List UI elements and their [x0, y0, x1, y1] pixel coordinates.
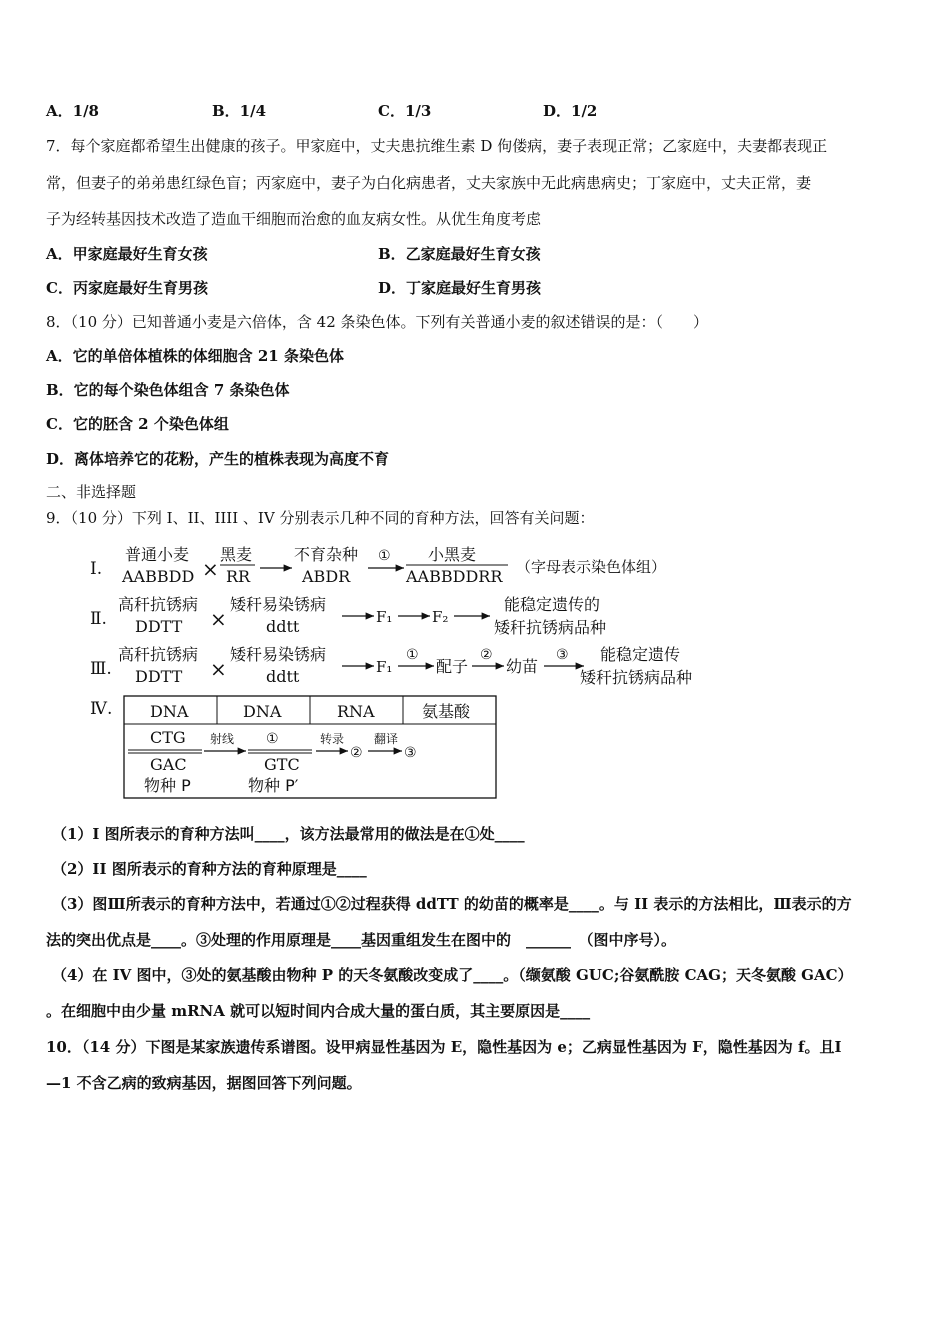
row1-parent1-genome: AABBDD: [122, 567, 195, 586]
row2-parent2-genotype: ddtt: [266, 617, 300, 636]
q8-option-c: C．它的胚含 2 个染色体组: [46, 415, 229, 433]
row3-step-2: ②: [480, 647, 493, 663]
row4-transcribe-label: 转录: [320, 732, 345, 746]
q9-sub-3-line-1: （3）图Ⅲ所表示的育种方法中，若通过①②过程获得 ddTT 的幼苗的概率是____。与 II 表示的方法相比，Ⅲ表示的方: [52, 895, 852, 913]
row1-parent2-name: 黑麦: [220, 545, 253, 564]
row3-result-line2: 矮秆抗锈病品种: [580, 668, 693, 687]
row4-ctg: CTG: [150, 728, 186, 747]
q7-option-c: C．丙家庭最好生育男孩: [46, 279, 208, 297]
q7-stem-line-2: 常，但妻子的弟弟患红绿色盲；丙家庭中，妻子为白化病患者，丈夫家族中无此病患病史；丁家庭中，丈夫正常，妻: [46, 174, 812, 192]
row2-parent1-genotype: DDTT: [135, 617, 183, 636]
section-heading: 二、非选择题: [46, 483, 137, 501]
q9-sub-2: （2）II 图所表示的育种方法的育种原理是____: [52, 860, 367, 878]
row2-parent2-name: 矮秆易染锈病: [230, 595, 327, 614]
row4-circle-1: ①: [266, 731, 279, 747]
row4-header-dna-1: DNA: [150, 702, 189, 721]
row1-parent1-name: 普通小麦: [125, 545, 190, 564]
q9-sub-1: （1）I 图所表示的育种方法叫____，该方法最常用的做法是在①处____: [52, 825, 525, 843]
row4-header-rna: RNA: [337, 702, 375, 721]
q10-stem-line-2: —1 不含乙病的致病基因，据图回答下列问题。: [46, 1074, 362, 1092]
row2-f2: F₂: [432, 608, 449, 626]
q6-option-b: B．1/4: [212, 102, 267, 120]
row4-circle-2: ②: [350, 745, 363, 761]
row3-cross: ×: [210, 657, 227, 681]
q9-sub-3-line-2: 法的突出优点是____。③处理的作用原理是____基因重组发生在图中的 ______ （图中序号）。: [46, 931, 677, 949]
row3-seedling: 幼苗: [506, 657, 539, 676]
row1-hybrid-name: 不育杂种: [294, 545, 359, 564]
row2-roman: Ⅱ.: [90, 609, 107, 629]
row2-cross: ×: [210, 607, 227, 631]
q6-option-d: D．1/2: [543, 102, 598, 120]
row1-step-1: ①: [378, 548, 391, 564]
row3-parent2-genotype: ddtt: [266, 667, 300, 686]
row4-gac: GAC: [150, 755, 187, 774]
q6-option-a: A．1/8: [46, 102, 99, 120]
row1-note: （字母表示染色体组）: [516, 558, 667, 576]
row2-result-line1: 能稳定遗传的: [504, 595, 601, 614]
q6-option-c: C．1/3: [378, 102, 432, 120]
row3-f1: F₁: [376, 658, 393, 676]
row4-species-p-prime: 物种 P′: [248, 776, 299, 795]
row1-roman: Ⅰ.: [90, 559, 103, 579]
row3-result-line1: 能稳定遗传: [600, 645, 681, 664]
row3-parent1-name: 高秆抗锈病: [118, 645, 199, 664]
row4-roman: Ⅳ.: [90, 699, 113, 719]
row2-f1: F₁: [376, 608, 393, 626]
q9-sub-4-line-1: （4）在 IV 图中，③处的氨基酸由物种 P 的天冬氨酸改变成了____。（缬氨酸 GUC;谷氨酰胺 CAG；天冬氨酸 GAC）: [52, 966, 853, 984]
q8-option-a: A．它的单倍体植株的体细胞含 21 条染色体: [46, 347, 344, 365]
q7-option-a: A．甲家庭最好生育女孩: [46, 245, 208, 263]
q7-option-d: D．丁家庭最好生育男孩: [378, 279, 542, 297]
row1-result-genome: AABBDDRR: [406, 567, 503, 586]
row1-cross: ×: [202, 557, 219, 581]
q8-option-b: B．它的每个染色体组含 7 条染色体: [46, 381, 290, 399]
row3-roman: Ⅲ.: [90, 659, 112, 679]
row4-ray-label: 射线: [210, 732, 235, 746]
row1-parent2-genome: RR: [226, 567, 251, 586]
row2-parent1-name: 高秆抗锈病: [118, 595, 199, 614]
row3-parent1-genotype: DDTT: [135, 667, 183, 686]
q8-option-d: D．离体培养它的花粉，产生的植株表现为高度不育: [46, 450, 390, 468]
row1-result-name: 小黑麦: [428, 545, 477, 564]
row4-species-p: 物种 P: [144, 776, 191, 795]
row4-translate-label: 翻译: [374, 732, 399, 746]
q10-stem-line-1: 10．（14 分）下图是某家族遗传系谱图。设甲病显性基因为 E，隐性基因为 e；乙病显性基因为 F，隐性基因为 f。且Ⅰ: [46, 1038, 842, 1056]
breeding-methods-figure: [80, 538, 720, 806]
q9-sub-4-line-2: 。在细胞中由少量 mRNA 就可以短时间内合成大量的蛋白质，其主要原因是____: [46, 1002, 591, 1020]
q9-stem: 9．（10 分）下列 I、II、IIII 、IV 分别表示几种不同的育种方法，回答有关问题：: [46, 509, 595, 527]
row3-step-3: ③: [556, 647, 569, 663]
row3-gamete: 配子: [436, 657, 469, 676]
row4-gtc: GTC: [264, 755, 300, 774]
row4-header-amino-acid: 氨基酸: [422, 702, 471, 721]
row2-result-line2: 矮秆抗锈病品种: [494, 618, 607, 637]
row4-header-dna-2: DNA: [243, 702, 282, 721]
q7-stem-line-1: 7．每个家庭都希望生出健康的孩子。甲家庭中，丈夫患抗维生素 D 佝偻病，妻子表现正常；乙家庭中，夫妻都表现正: [46, 137, 828, 155]
q7-stem-line-3: 子为经转基因技术改造了造血干细胞而治愈的血友病女性。从优生角度考虑: [46, 210, 542, 228]
row3-parent2-name: 矮秆易染锈病: [230, 645, 327, 664]
row1-hybrid-genome: ABDR: [302, 567, 351, 586]
row3-step-1: ①: [406, 647, 419, 663]
q7-option-b: B．乙家庭最好生育女孩: [378, 245, 541, 263]
row4-circle-3: ③: [404, 745, 417, 761]
q8-stem: 8．（10 分）已知普通小麦是六倍体，含 42 条染色体。下列有关普通小麦的叙述错误的是：（ ）: [46, 313, 709, 331]
